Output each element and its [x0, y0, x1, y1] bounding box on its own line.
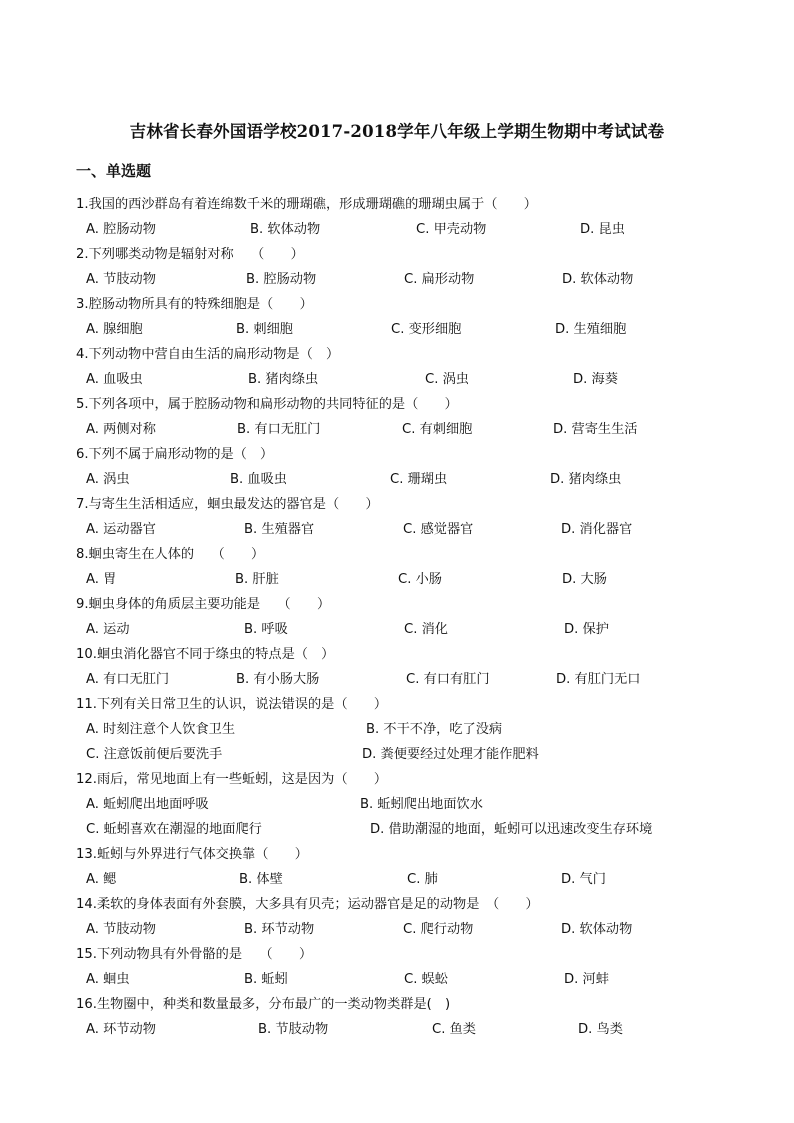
option-c: C. 有刺细胞 [402, 422, 473, 437]
options-row [0, 1015, 794, 1040]
option-a: A. 腔肠动物 [86, 222, 156, 237]
option-b: B. 有小肠大肠 [236, 672, 320, 687]
option-a: A. 胃 [86, 572, 117, 587]
option-d: D. 猪肉绦虫 [550, 472, 622, 487]
option-b: B. 血吸虫 [230, 472, 287, 487]
option-c: C. 变形细胞 [391, 322, 462, 337]
question-text: 2.下列哪类动物是辐射对称 （ ） [76, 247, 304, 262]
option-c: C. 蜈蚣 [404, 972, 448, 987]
option-b: B. 软体动物 [250, 222, 321, 237]
option-c: C. 涡虫 [425, 372, 469, 387]
options-row [0, 415, 794, 440]
question-text: 14.柔软的身体表面有外套膜，大多具有贝壳；运动器官是足的动物是 （ ） [76, 897, 539, 912]
question-text: 12.雨后，常见地面上有一些蚯蚓，这是因为（ ） [76, 772, 388, 787]
options-row [0, 465, 794, 490]
question-row [0, 440, 794, 465]
options-row [0, 915, 794, 940]
option-b: B. 猪肉绦虫 [248, 372, 319, 387]
question-text: 9.蛔虫身体的角质层主要功能是 （ ） [76, 597, 331, 612]
section-heading: 一、单选题 [76, 162, 152, 180]
question-text: 4.下列动物中营自由生活的扁形动物是（ ） [76, 347, 340, 362]
question-row [0, 840, 794, 865]
option-c: C. 小肠 [398, 572, 442, 587]
option-c: C. 注意饭前便后要洗手 [86, 747, 223, 762]
option-b: B. 不干不净，吃了没病 [366, 722, 503, 737]
option-d: D. 海葵 [573, 372, 618, 387]
option-b: B. 生殖器官 [244, 522, 315, 537]
question-text: 5.下列各项中，属于腔肠动物和扁形动物的共同特征的是（ ） [76, 397, 458, 412]
option-c: C. 有口有肛门 [406, 672, 490, 687]
question-row [0, 765, 794, 790]
option-a: A. 鳃 [86, 872, 117, 887]
option-c: C. 消化 [404, 622, 448, 637]
question-row [0, 390, 794, 415]
option-a: A. 腺细胞 [86, 322, 143, 337]
question-row [0, 640, 794, 665]
option-c: C. 鱼类 [432, 1022, 476, 1037]
option-a: A. 涡虫 [86, 472, 130, 487]
options-row [0, 740, 794, 765]
options-row [0, 615, 794, 640]
option-c: C. 感觉器官 [403, 522, 474, 537]
question-row [0, 240, 794, 265]
option-b: B. 节肢动物 [258, 1022, 329, 1037]
option-d: D. 昆虫 [580, 222, 625, 237]
option-d: D. 生殖细胞 [555, 322, 627, 337]
option-c: C. 爬行动物 [403, 922, 474, 937]
document-title: 吉林省长春外国语学校2017-2018学年八年级上学期生物期中考试试卷 [129, 122, 665, 141]
options-row [0, 215, 794, 240]
question-row [0, 940, 794, 965]
question-row [0, 190, 794, 215]
option-a: A. 蛔虫 [86, 972, 130, 987]
option-d: D. 保护 [564, 622, 609, 637]
option-b: B. 呼吸 [244, 622, 288, 637]
option-d: D. 软体动物 [562, 272, 634, 287]
option-b: B. 肝脏 [235, 572, 279, 587]
option-b: B. 腔肠动物 [246, 272, 317, 287]
options-row [0, 265, 794, 290]
question-list [0, 190, 794, 1040]
option-a: A. 时刻注意个人饮食卫生 [86, 722, 236, 737]
options-row [0, 815, 794, 840]
question-text: 1.我国的西沙群岛有着连绵数千米的珊瑚礁，形成珊瑚礁的珊瑚虫属于（ ） [76, 197, 537, 212]
option-c: C. 蚯蚓喜欢在潮湿的地面爬行 [86, 822, 262, 837]
question-text: 6.下列不属于扁形动物的是（ ） [76, 447, 274, 462]
question-row [0, 690, 794, 715]
option-d: D. 借助潮湿的地面，蚯蚓可以迅速改变生存环境 [370, 822, 653, 837]
option-d: D. 气门 [561, 872, 606, 887]
option-d: D. 粪便要经过处理才能作肥料 [362, 747, 539, 762]
option-a: A. 运动器官 [86, 522, 156, 537]
options-row [0, 965, 794, 990]
options-row [0, 865, 794, 890]
question-row [0, 340, 794, 365]
option-d: D. 鸟类 [578, 1022, 623, 1037]
options-row [0, 790, 794, 815]
option-b: B. 刺细胞 [236, 322, 293, 337]
option-b: B. 体壁 [239, 872, 283, 887]
option-d: D. 大肠 [562, 572, 607, 587]
question-row [0, 890, 794, 915]
options-row [0, 365, 794, 390]
option-d: D. 有肛门无口 [556, 672, 641, 687]
options-row [0, 515, 794, 540]
question-text: 10.蛔虫消化器官不同于绦虫的特点是（ ） [76, 647, 335, 662]
option-d: D. 河蚌 [564, 972, 609, 987]
question-text: 16.生物圈中，种类和数量最多，分布最广的一类动物类群是( ) [76, 997, 451, 1012]
question-row [0, 490, 794, 515]
option-c: C. 珊瑚虫 [390, 472, 448, 487]
option-a: A. 节肢动物 [86, 272, 156, 287]
option-d: D. 消化器官 [561, 522, 633, 537]
question-text: 3.腔肠动物所具有的特殊细胞是（ ） [76, 297, 313, 312]
option-b: B. 蚯蚓 [244, 972, 288, 987]
option-d: D. 软体动物 [561, 922, 633, 937]
option-a: A. 节肢动物 [86, 922, 156, 937]
options-row [0, 315, 794, 340]
option-a: A. 两侧对称 [86, 422, 156, 437]
option-a: A. 运动 [86, 622, 130, 637]
option-d: D. 营寄生生活 [553, 422, 638, 437]
question-row [0, 590, 794, 615]
options-row [0, 715, 794, 740]
question-text: 15.下列动物具有外骨骼的是 （ ） [76, 947, 313, 962]
question-row [0, 540, 794, 565]
option-c: C. 扁形动物 [404, 272, 475, 287]
option-a: A. 环节动物 [86, 1022, 156, 1037]
question-text: 8.蛔虫寄生在人体的 （ ） [76, 547, 265, 562]
question-text: 11.下列有关日常卫生的认识，说法错误的是（ ） [76, 697, 388, 712]
option-a: A. 蚯蚓爬出地面呼吸 [86, 797, 209, 812]
option-b: B. 有口无肛门 [237, 422, 321, 437]
question-text: 7.与寄生生活相适应，蛔虫最发达的器官是（ ） [76, 497, 379, 512]
option-a: A. 有口无肛门 [86, 672, 170, 687]
option-a: A. 血吸虫 [86, 372, 143, 387]
question-row [0, 290, 794, 315]
question-row [0, 990, 794, 1015]
option-b: B. 蚯蚓爬出地面饮水 [360, 797, 483, 812]
question-text: 13.蚯蚓与外界进行气体交换靠（ ） [76, 847, 308, 862]
option-c: C. 甲壳动物 [416, 222, 487, 237]
options-row [0, 665, 794, 690]
options-row [0, 565, 794, 590]
option-b: B. 环节动物 [244, 922, 315, 937]
option-c: C. 肺 [407, 872, 438, 887]
